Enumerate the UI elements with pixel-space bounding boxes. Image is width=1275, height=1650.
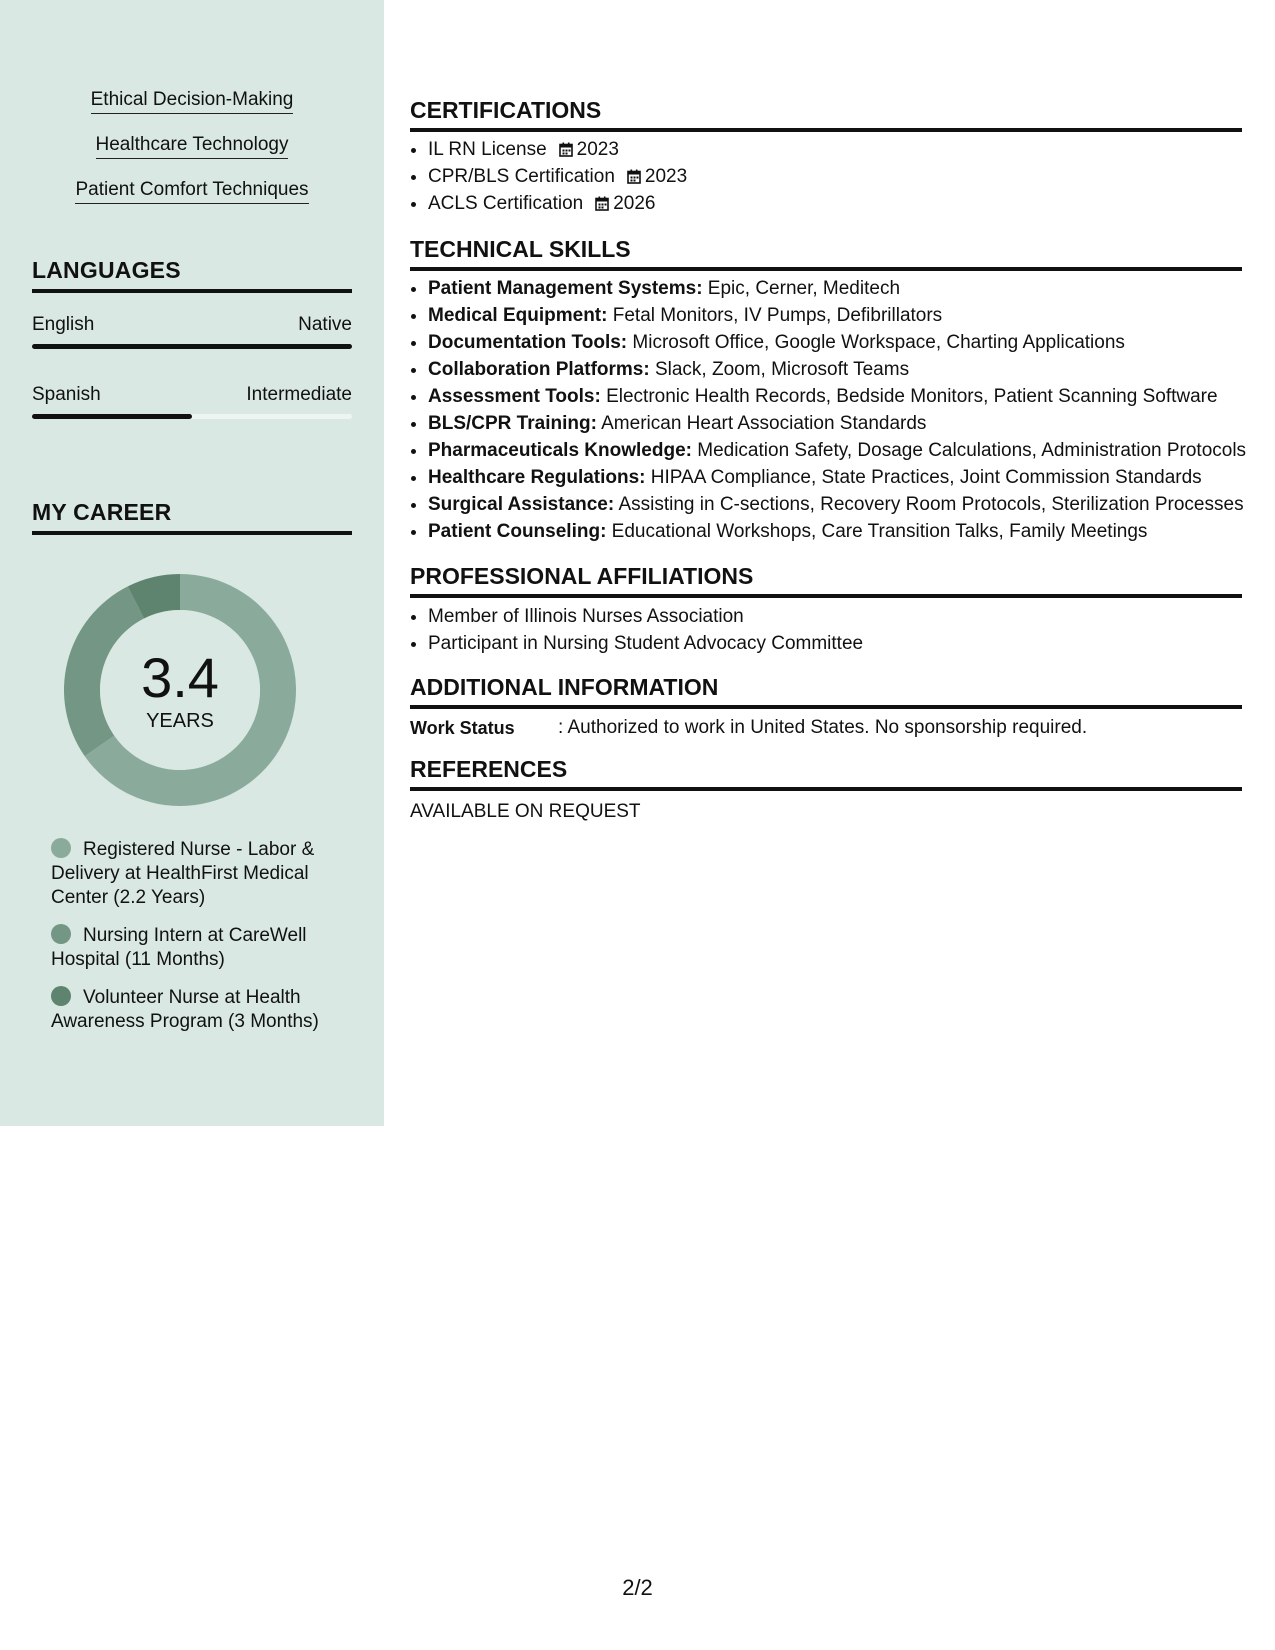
technical-skill-item: • Surgical Assistance: Assisting in C-sections, Recovery Room Protocols, Sterilization Processes: [428, 491, 1260, 518]
technical-skills-heading: TECHNICAL SKILLS: [410, 235, 1242, 271]
affiliations-list: [410, 603, 1260, 657]
career-total-value: 3.4: [141, 646, 219, 709]
certifications-list: [410, 136, 1260, 217]
calendar-icon: [627, 169, 641, 184]
technical-skill-item: • Medical Equipment: Fetal Monitors, IV Pumps, Defibrillators: [428, 302, 1260, 329]
language-bar-fill: [32, 344, 352, 349]
references-heading: REFERENCES: [410, 755, 1242, 791]
career-heading: MY CAREER: [32, 498, 352, 535]
language-bar-spanish: [32, 414, 352, 419]
calendar-icon: [595, 196, 609, 211]
affiliation-item: • Member of Illinois Nurses Association: [428, 603, 1260, 630]
language-bar-fill: [32, 414, 192, 419]
technical-skill-item: • Collaboration Platforms: Slack, Zoom, Microsoft Teams: [428, 356, 1260, 383]
affiliations-heading: PROFESSIONAL AFFILIATIONS: [410, 562, 1242, 598]
technical-skill-item: • Patient Management Systems: Epic, Cerner, Meditech: [428, 275, 1260, 302]
certification-item: • ACLS Certification 2026: [428, 190, 1260, 217]
language-bar-english: [32, 344, 352, 349]
career-item: Registered Nurse - Labor & Delivery at HealthFirst Medical Center (2.2 Years): [51, 839, 315, 908]
legend-dot: [51, 924, 71, 944]
skill-tag: Patient Comfort Techniques: [0, 178, 384, 204]
skill-tag: Ethical Decision-Making: [0, 88, 384, 114]
language-level: Native: [298, 314, 352, 335]
technical-skills-list: [410, 275, 1260, 545]
skill-tag: Healthcare Technology: [0, 133, 384, 159]
language-name: English: [32, 314, 95, 335]
calendar-icon: [559, 142, 573, 157]
career-donut-chart: [64, 574, 296, 806]
affiliation-item: • Participant in Nursing Student Advocacy Committee: [428, 630, 1260, 657]
technical-skill-item: • Pharmaceuticals Knowledge: Medication Safety, Dosage Calculations, Administration Protocols: [428, 437, 1260, 464]
technical-skill-item: • Documentation Tools: Microsoft Office, Google Workspace, Charting Applications: [428, 329, 1260, 356]
certification-item: • CPR/BLS Certification 2023: [428, 163, 1260, 190]
career-total-unit: YEARS: [146, 710, 214, 732]
references-text: AVAILABLE ON REQUEST: [410, 801, 641, 822]
language-row-spanish: [32, 383, 352, 407]
technical-skill-item: • BLS/CPR Training: American Heart Association Standards: [428, 410, 1260, 437]
languages-heading: LANGUAGES: [32, 256, 352, 293]
technical-skill-item: • Healthcare Regulations: HIPAA Compliance, State Practices, Joint Commission Standards: [428, 464, 1260, 491]
legend-dot: [51, 986, 71, 1006]
work-status-label: Work Status: [410, 718, 515, 738]
language-row-english: [32, 313, 352, 337]
additional-info-heading: ADDITIONAL INFORMATION: [410, 673, 1242, 709]
technical-skill-item: • Assessment Tools: Electronic Health Records, Bedside Monitors, Patient Scanning Software: [428, 383, 1260, 410]
legend-dot: [51, 838, 71, 858]
language-level: Intermediate: [246, 384, 352, 405]
work-status-value: : Authorized to work in United States. No sponsorship required.: [558, 717, 1088, 738]
technical-skill-item: • Patient Counseling: Educational Workshops, Care Transition Talks, Family Meetings: [428, 518, 1260, 545]
career-item: Volunteer Nurse at Health Awareness Program (3 Months): [51, 987, 319, 1032]
page-number: 2/2: [622, 1575, 653, 1600]
sidebar: [0, 0, 384, 1126]
career-item: Nursing Intern at CareWell Hospital (11 Months): [51, 925, 307, 970]
language-name: Spanish: [32, 384, 101, 405]
certifications-heading: CERTIFICATIONS: [410, 96, 1242, 132]
certification-item: • IL RN License 2023: [428, 136, 1260, 163]
